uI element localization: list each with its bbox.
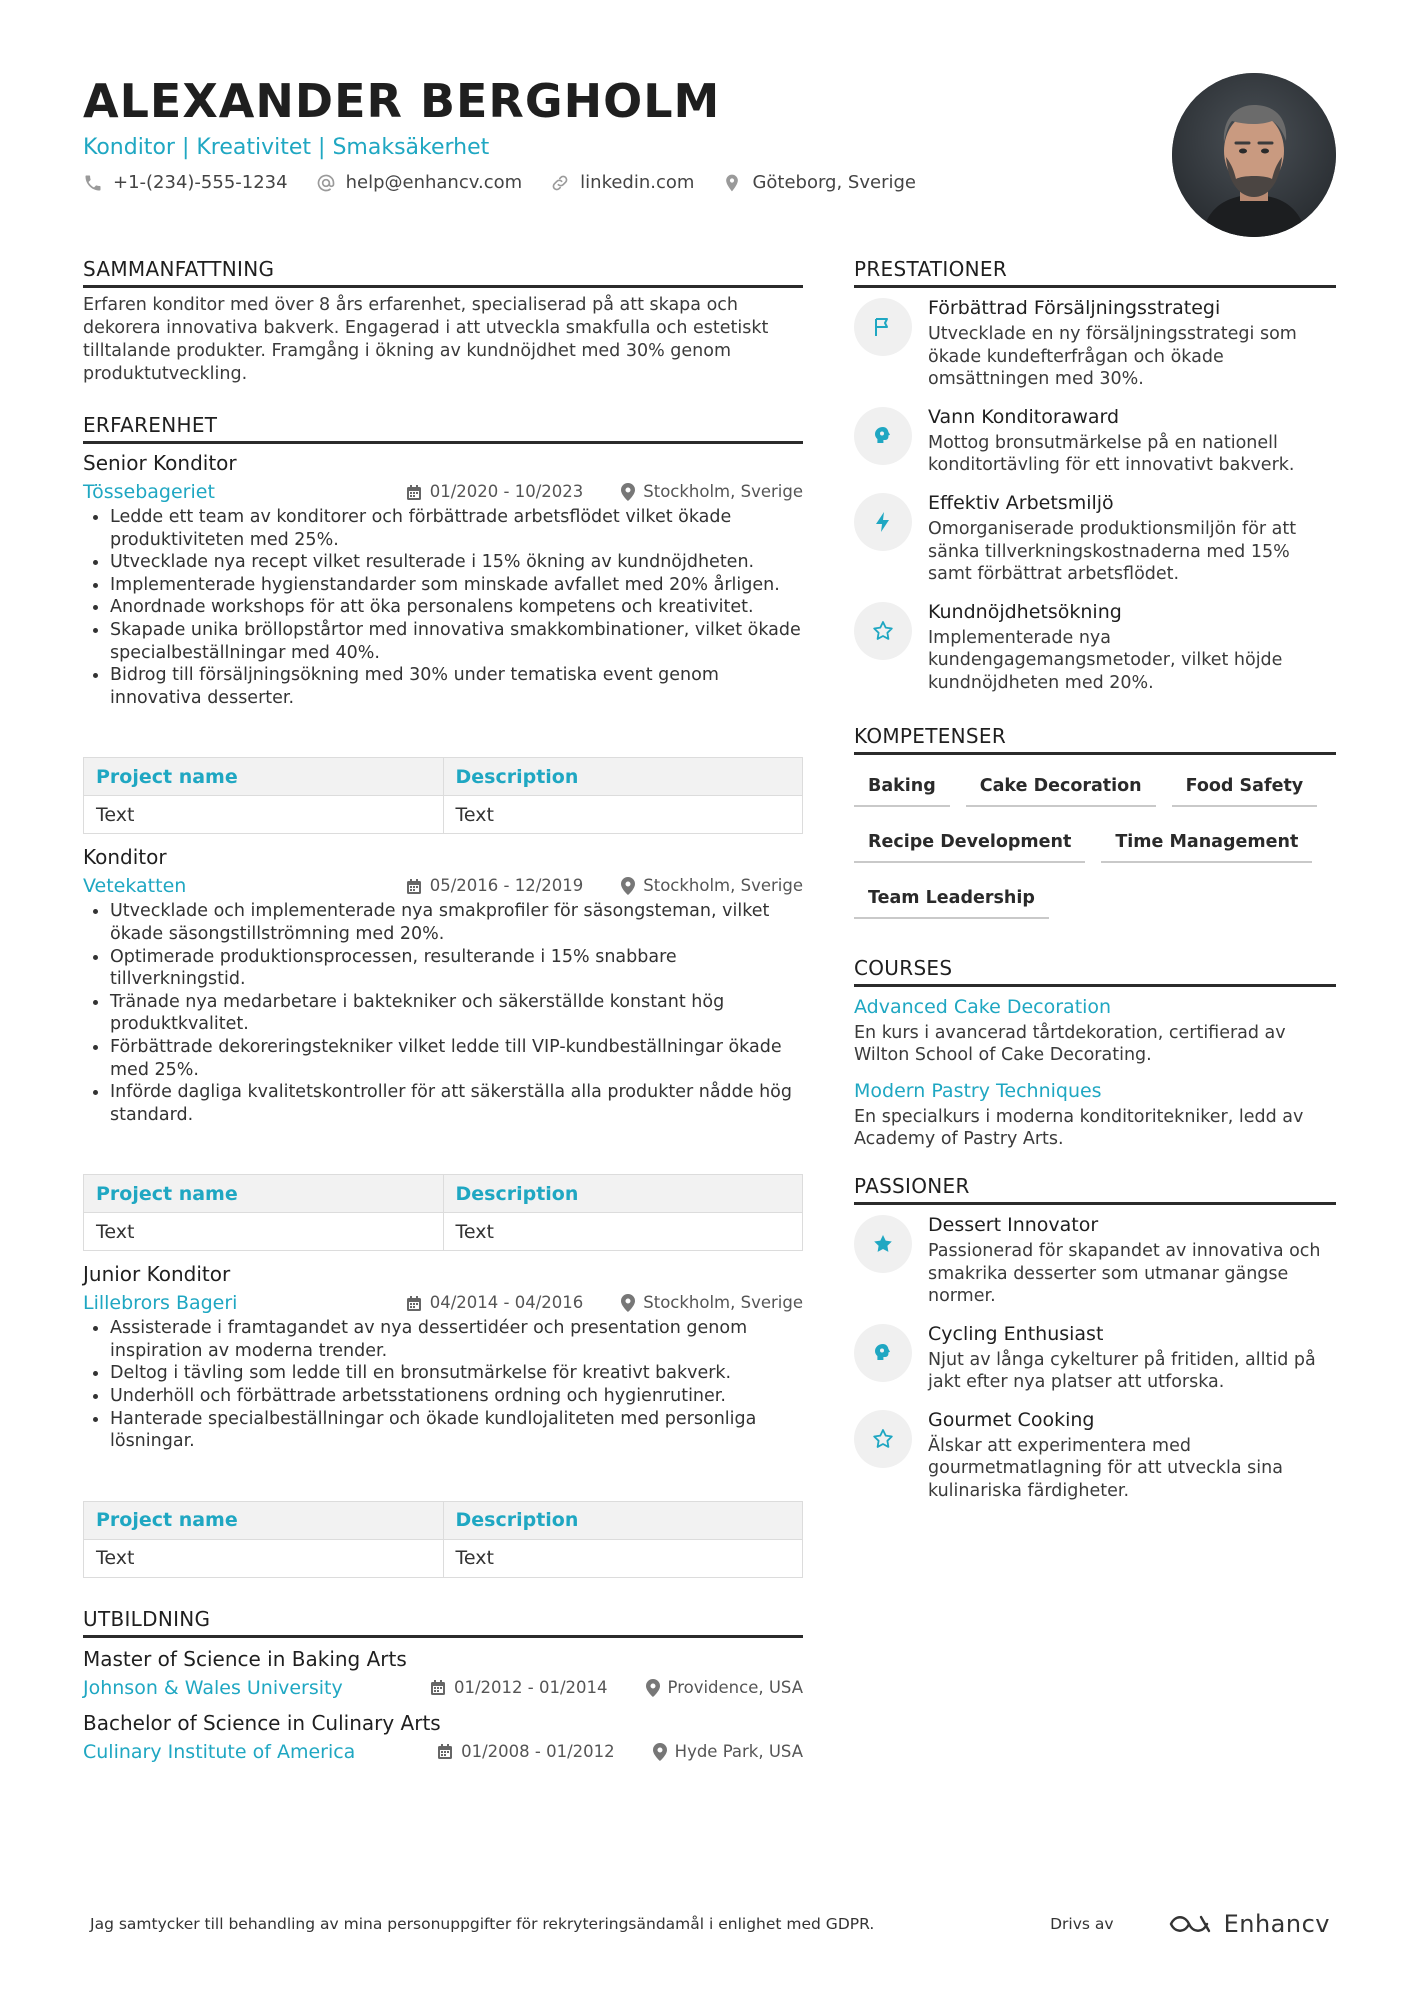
avatar bbox=[1172, 73, 1336, 237]
education-dates: 01/2008 - 01/2012 bbox=[461, 1741, 615, 1761]
company-name[interactable]: Tössebageriet bbox=[83, 481, 215, 503]
achievement-item bbox=[854, 296, 1336, 391]
bullet-item: Anordnade workshops för att öka personalens kompetens och kreativitet. bbox=[83, 596, 803, 619]
passion-item bbox=[854, 1322, 1336, 1394]
bullet-item: Skapade unika bröllopstårtor med innovativa smakkombinationer, vilket ökade specialbeställningar med 40%. bbox=[83, 619, 803, 664]
brand-name: Enhancv bbox=[1223, 1910, 1330, 1938]
passion-item bbox=[854, 1408, 1336, 1503]
achievement-title: Vann Konditoraward bbox=[928, 405, 1120, 428]
bullet-item: Assisterade i framtagandet av nya dessertidéer och presentation genom inspiration av moderna trender. bbox=[83, 1317, 803, 1362]
contact-phone[interactable] bbox=[83, 170, 288, 196]
lightning-icon bbox=[854, 493, 912, 551]
passion-desc: Älskar att experimentera med gourmetmatlagning för att utveckla sina kulinariska färdigheter. bbox=[928, 1435, 1283, 1502]
phone-icon bbox=[83, 173, 103, 193]
title-part: Kreativitet bbox=[196, 135, 312, 160]
bullet-item: Utvecklade och implementerade nya smakprofiler för säsongsteman, vilket ökade säsongstillströmning med 20%. bbox=[83, 900, 803, 945]
education-location: Hyde Park, USA bbox=[674, 1741, 803, 1761]
table-cell: Text bbox=[84, 796, 444, 834]
contact-linkedin[interactable] bbox=[550, 170, 694, 196]
achievement-title: Förbättrad Försäljningsstrategi bbox=[928, 297, 1221, 319]
course-title[interactable]: Modern Pastry Techniques bbox=[854, 1079, 1102, 1102]
company-name[interactable]: Vetekatten bbox=[83, 875, 187, 898]
skills-list bbox=[854, 759, 1336, 927]
education-meta bbox=[83, 1676, 803, 1700]
section-title-achievements: PRESTATIONER bbox=[854, 256, 1336, 288]
passion-title: Dessert Innovator bbox=[928, 1213, 1099, 1236]
column-header: Description bbox=[443, 1501, 803, 1539]
course-title[interactable]: Advanced Cake Decoration bbox=[854, 995, 1112, 1018]
passion-title: Gourmet Cooking bbox=[928, 1408, 1095, 1431]
job-bullets bbox=[83, 1317, 803, 1453]
title-part: Smaksäkerhet bbox=[332, 135, 490, 160]
column-header: Description bbox=[443, 758, 803, 796]
job-location: Stockholm, Sverige bbox=[643, 1293, 803, 1313]
section-title-summary: SAMMANFATTNING bbox=[83, 256, 803, 288]
bullet-item: Förbättrade dekoreringstekniker vilket ledde till VIP-kundbeställningar ökade med 25%. bbox=[83, 1036, 803, 1081]
table-cell: Text bbox=[443, 1213, 803, 1251]
title-separator: | bbox=[318, 135, 326, 160]
email-text: help@enhancv.com bbox=[345, 172, 523, 193]
location-pin-icon bbox=[722, 173, 742, 193]
job-meta bbox=[83, 874, 803, 898]
brain-icon bbox=[854, 407, 912, 465]
education-meta bbox=[83, 1740, 803, 1764]
table-cell: Text bbox=[84, 1539, 444, 1577]
section-title-experience: ERFARENHET bbox=[83, 412, 803, 444]
bullet-item: Underhöll och förbättrade arbetsstationens ordning och hygienrutiner. bbox=[83, 1385, 803, 1408]
table-cell: Text bbox=[84, 1213, 444, 1251]
table-header-row bbox=[84, 1501, 803, 1539]
job-dates: 04/2014 - 04/2016 bbox=[429, 1293, 584, 1313]
section-title-courses: COURSES bbox=[854, 955, 1336, 987]
job-meta bbox=[83, 1291, 803, 1315]
skill-tag: Food Safety bbox=[1172, 767, 1318, 807]
education-location: Providence, USA bbox=[667, 1677, 803, 1697]
table-row bbox=[84, 796, 803, 834]
passion-desc: Passionerad för skapandet av innovativa och smakrika desserter som utmanar gängse normer. bbox=[928, 1240, 1321, 1307]
degree-title: Bachelor of Science in Culinary Arts bbox=[83, 1710, 441, 1735]
job-dates-location bbox=[406, 480, 803, 504]
calendar-icon bbox=[437, 1743, 453, 1760]
bullet-item: Hanterade specialbeställningar och ökade kundlojaliteten med personliga lösningar. bbox=[83, 1408, 803, 1453]
resume-header bbox=[83, 72, 1143, 196]
location-pin-icon bbox=[621, 1294, 635, 1312]
gdpr-consent-text: Jag samtycker till behandling av mina personuppgifter för rekryteringsändamål i enlighet med GDPR. bbox=[90, 1915, 875, 1933]
passion-desc: Njut av långa cykelturer på fritiden, alltid på jakt efter nya platser att utforska. bbox=[928, 1349, 1316, 1393]
candidate-title bbox=[83, 134, 1143, 162]
section-title-passions: PASSIONER bbox=[854, 1173, 1336, 1205]
skill-tag: Time Management bbox=[1101, 823, 1312, 863]
location-pin-icon bbox=[621, 483, 635, 501]
calendar-icon bbox=[430, 1679, 446, 1696]
calendar-icon bbox=[406, 1295, 422, 1312]
skill-tag: Team Leadership bbox=[854, 879, 1049, 919]
flag-icon bbox=[854, 298, 912, 356]
column-header: Project name bbox=[84, 758, 444, 796]
job-entry bbox=[83, 844, 803, 1251]
skill-tag: Baking bbox=[854, 767, 950, 807]
project-table bbox=[83, 1501, 803, 1578]
achievement-desc: Mottog bronsutmärkelse på en nationell konditortävling för ett innovativt bakverk. bbox=[928, 432, 1295, 476]
course-item bbox=[854, 995, 1336, 1067]
section-title-education: UTBILDNING bbox=[83, 1606, 803, 1638]
calendar-icon bbox=[406, 878, 422, 895]
achievement-item bbox=[854, 405, 1336, 477]
bullet-item: Optimerade produktionsprocessen, resulterande i 15% snabbare tillverkningstid. bbox=[83, 946, 803, 991]
avatar-portrait bbox=[1172, 73, 1336, 237]
skill-tag: Cake Decoration bbox=[966, 767, 1156, 807]
summary-text: Erfaren konditor med över 8 års erfarenhet, specialiserad på att skapa och dekorera innovativa bakverk. Engagerad i att utveckla smakfulla och estetiskt tilltalande produkter. Framgång i ökning av kundnöjdhet med 30% genom produktutveckling. bbox=[83, 295, 769, 384]
contact-bar bbox=[83, 170, 1143, 196]
education-dates-location bbox=[437, 1740, 803, 1764]
column-header: Project name bbox=[84, 1501, 444, 1539]
job-dates: 05/2016 - 12/2019 bbox=[429, 876, 584, 896]
section-title-skills: KOMPETENSER bbox=[854, 723, 1336, 755]
contact-email[interactable] bbox=[316, 170, 523, 196]
achievement-item bbox=[854, 491, 1336, 586]
column-header: Project name bbox=[84, 1175, 444, 1213]
job-entry bbox=[83, 1261, 803, 1578]
location-pin-icon bbox=[646, 1679, 660, 1697]
school-name[interactable]: Culinary Institute of America bbox=[83, 1740, 356, 1763]
education-entry bbox=[83, 1646, 803, 1700]
link-icon bbox=[550, 173, 570, 193]
achievement-title: Kundnöjdhetsökning bbox=[928, 600, 1122, 623]
enhancv-logo-icon bbox=[1168, 1913, 1214, 1935]
achievement-desc: Omorganiserade produktionsmiljön för att sänka tillverkningskostnaderna med 15% samt förbättrat arbetsflödet. bbox=[928, 518, 1297, 585]
course-desc: En specialkurs i moderna konditoritekniker, ledd av Academy of Pastry Arts. bbox=[854, 1106, 1304, 1150]
company-name[interactable]: Lillebrors Bageri bbox=[83, 1292, 238, 1315]
job-title: Senior Konditor bbox=[83, 451, 237, 475]
job-bullets bbox=[83, 506, 803, 709]
job-location: Stockholm, Sverige bbox=[643, 876, 803, 896]
powered-by-label: Drivs av bbox=[1050, 1915, 1114, 1933]
project-table bbox=[83, 757, 803, 834]
passion-title: Cycling Enthusiast bbox=[928, 1322, 1104, 1345]
bullet-item: Införde dagliga kvalitetskontroller för att säkerställa alla produkter nådde hög standard. bbox=[83, 1081, 803, 1126]
project-table bbox=[83, 1174, 803, 1251]
degree-title: Master of Science in Baking Arts bbox=[83, 1646, 407, 1671]
job-title: Konditor bbox=[83, 845, 167, 870]
job-dates-location bbox=[406, 874, 803, 898]
job-location: Stockholm, Sverige bbox=[643, 482, 803, 501]
table-header-row bbox=[84, 1175, 803, 1213]
course-item bbox=[854, 1079, 1336, 1151]
job-bullets bbox=[83, 900, 803, 1126]
job-meta bbox=[83, 480, 803, 504]
candidate-name: ALEXANDER BERGHOLM bbox=[83, 74, 721, 128]
skill-tag: Recipe Development bbox=[854, 823, 1085, 863]
brain-icon bbox=[854, 1324, 912, 1382]
contact-location bbox=[722, 170, 916, 196]
course-desc: En kurs i avancerad tårtdekoration, certifierad av Wilton School of Cake Decorating. bbox=[854, 1022, 1286, 1066]
education-dates: 01/2012 - 01/2014 bbox=[453, 1677, 608, 1697]
education-entry bbox=[83, 1710, 803, 1764]
bullet-item: Bidrog till försäljningsökning med 30% under tematiska event genom innovativa desserter. bbox=[83, 664, 803, 709]
title-part: Konditor bbox=[83, 135, 175, 160]
achievement-item bbox=[854, 600, 1336, 695]
location-text: Göteborg, Sverige bbox=[752, 172, 916, 193]
location-pin-icon bbox=[653, 1743, 667, 1761]
bullet-item: Utvecklade nya recept vilket resulterade i 15% ökning av kundnöjdheten. bbox=[83, 551, 803, 574]
left-column bbox=[83, 256, 803, 1764]
table-row bbox=[84, 1213, 803, 1251]
star-filled-icon bbox=[854, 1215, 912, 1273]
school-name[interactable]: Johnson & Wales University bbox=[83, 1676, 343, 1699]
achievement-desc: Implementerade nya kundengagemangsmetoder, vilket höjde kundnöjdheten med 20%. bbox=[928, 627, 1283, 693]
star-outline-icon bbox=[854, 602, 912, 660]
table-cell: Text bbox=[443, 796, 803, 834]
bullet-item: Deltog i tävling som ledde till en bronsutmärkelse för kreativt bakverk. bbox=[83, 1362, 803, 1385]
bullet-item: Tränade nya medarbetare i baktekniker och säkerställde konstant hög produktkvalitet. bbox=[83, 991, 803, 1036]
linkedin-text: linkedin.com bbox=[580, 172, 695, 193]
phone-text: +1-(234)-555-1234 bbox=[113, 172, 288, 193]
footer bbox=[90, 1910, 1330, 1938]
bullet-item: Ledde ett team av konditorer och förbättrade arbetsflödet vilket ökade produktiviteten med 25%. bbox=[83, 506, 803, 551]
brand-logo[interactable] bbox=[1168, 1910, 1330, 1938]
column-header: Description bbox=[443, 1175, 803, 1213]
achievement-title: Effektiv Arbetsmiljö bbox=[928, 491, 1114, 514]
star-outline-icon bbox=[854, 1410, 912, 1468]
job-dates-location bbox=[406, 1291, 803, 1315]
achievement-desc: Utvecklade en ny försäljningsstrategi som ökade kundefterfrågan och ökade omsättningen med 30%. bbox=[928, 324, 1297, 390]
at-icon bbox=[316, 173, 336, 193]
education-dates-location bbox=[430, 1676, 803, 1700]
job-title: Junior Konditor bbox=[83, 1262, 231, 1287]
location-pin-icon bbox=[621, 877, 635, 895]
calendar-icon bbox=[406, 484, 422, 501]
title-separator: | bbox=[181, 135, 190, 160]
job-dates: 01/2020 - 10/2023 bbox=[429, 482, 584, 501]
job-entry bbox=[83, 450, 803, 834]
table-header-row bbox=[84, 758, 803, 796]
bullet-item: Implementerade hygienstandarder som minskade avfallet med 20% årligen. bbox=[83, 574, 803, 597]
table-cell: Text bbox=[443, 1539, 803, 1577]
passion-item bbox=[854, 1213, 1336, 1308]
right-column bbox=[854, 256, 1336, 1503]
table-row bbox=[84, 1539, 803, 1577]
